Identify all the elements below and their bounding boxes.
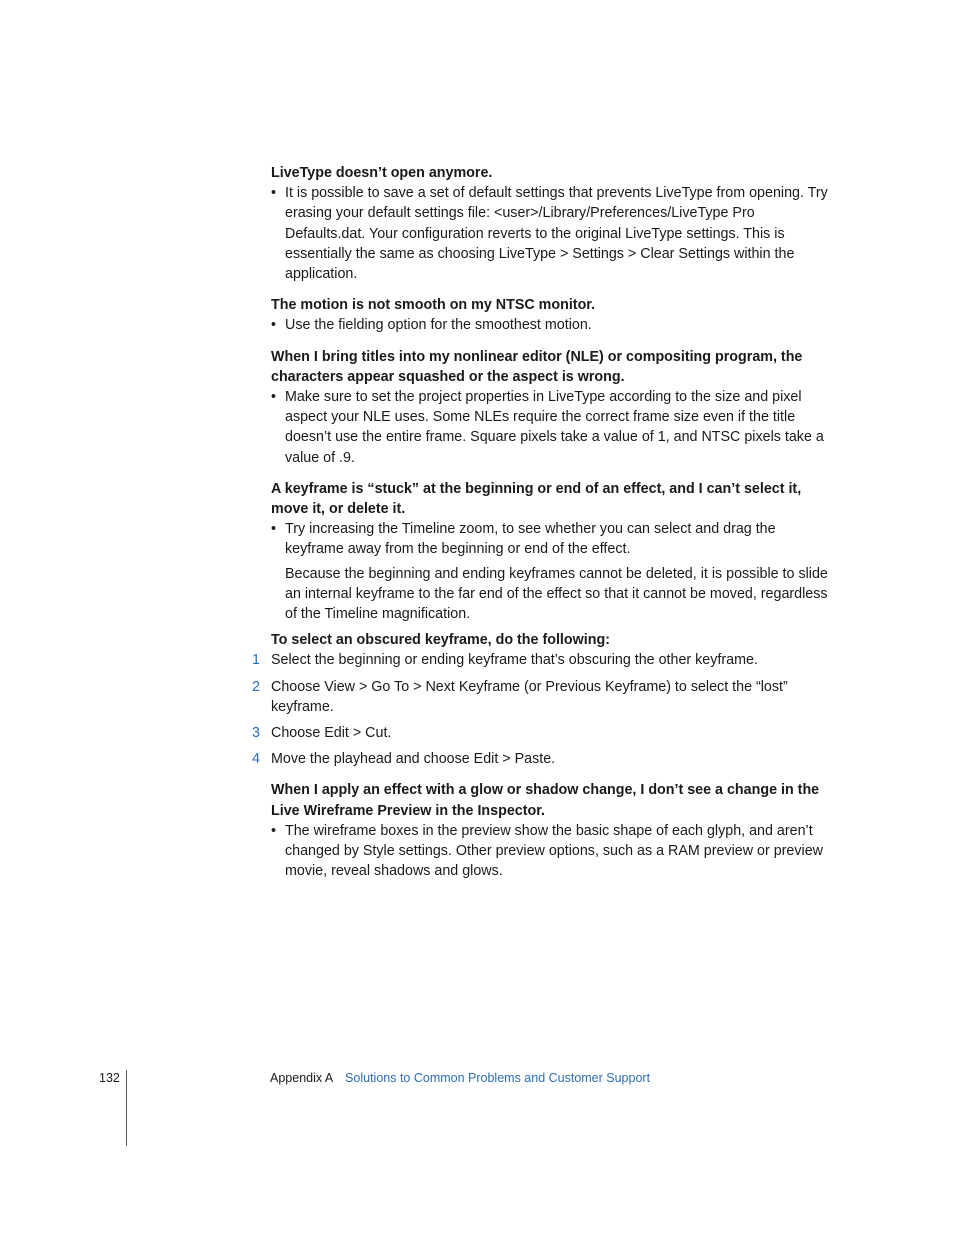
section-characters-squashed	[271, 347, 831, 468]
numbered-steps	[252, 650, 831, 769]
step-text: Choose View > Go To > Next Keyframe (or Previous Keyframe) to select the “lost” keyframe.	[271, 678, 788, 715]
section-keyframe-stuck	[252, 479, 831, 770]
step-number: 1	[252, 652, 260, 669]
section-glow-shadow	[271, 780, 831, 881]
bullet-item	[271, 183, 831, 284]
bullet-marker: •	[271, 389, 277, 406]
page-number: 132	[99, 1071, 120, 1085]
bullet-text: Make sure to set the project properties in LiveType according to the size and pixel aspect your NLE uses. Some NLEs require the correct frame size even if the title doesn’t use the entire frame. Square pixels take a value of 1, and NTSC pixels take a value of .9.	[285, 389, 824, 466]
bullet-item	[271, 519, 831, 559]
section-heading: The motion is not smooth on my NTSC monitor.	[271, 297, 596, 314]
step-item	[252, 723, 831, 743]
running-footer	[270, 1071, 650, 1085]
footer-chapter-link[interactable]: Solutions to Common Problems and Customer Support	[345, 1071, 651, 1085]
body-paragraph: Because the beginning and ending keyframes cannot be deleted, it is possible to slide an internal keyframe to the far end of the effect so that it cannot be moved, regardless of the Timeline magnification.	[285, 565, 828, 623]
step-number: 4	[252, 751, 260, 768]
step-text: Move the playhead and choose Edit > Paste.	[271, 751, 556, 768]
bullet-marker: •	[271, 185, 277, 202]
step-text: Choose Edit > Cut.	[271, 725, 392, 742]
step-number: 2	[252, 678, 260, 695]
bullet-item	[271, 315, 831, 335]
section-heading: LiveType doesn’t open anymore.	[271, 165, 493, 181]
section-heading: When I apply an effect with a glow or shadow change, I don’t see a change in the Live Wireframe Preview in the Inspector.	[271, 782, 820, 819]
section-motion-not-smooth	[271, 295, 831, 335]
footer-appendix-label: Appendix A	[270, 1071, 333, 1085]
step-item	[252, 749, 831, 769]
bullet-text: The wireframe boxes in the preview show the basic shape of each glyph, and aren’t changed by Style settings. Other preview options, such as a RAM preview or preview movie, reveal shadows and glows.	[285, 822, 823, 880]
bullet-text: Use the fielding option for the smoothest motion.	[285, 317, 592, 334]
bullet-text: Try increasing the Timeline zoom, to see whether you can select and drag the keyframe away from the beginning or end of the effect.	[285, 521, 776, 558]
step-item	[252, 677, 831, 717]
bullet-item	[271, 821, 831, 882]
bullet-marker: •	[271, 521, 277, 538]
bullet-item	[271, 387, 831, 468]
section-livetype-not-opening	[271, 163, 831, 284]
section-heading: When I bring titles into my nonlinear editor (NLE) or compositing program, the characters appear squashed or the aspect is wrong.	[271, 348, 803, 385]
bullet-marker: •	[271, 317, 277, 334]
footer-divider	[126, 1070, 127, 1146]
steps-intro: To select an obscured keyframe, do the following:	[271, 632, 610, 649]
step-number: 3	[252, 725, 260, 742]
section-heading: A keyframe is “stuck” at the beginning or end of an effect, and I can’t select it, move it, or delete it.	[271, 480, 802, 518]
bullet-text: It is possible to save a set of default settings that prevents LiveType from opening. Try erasing your default settings file: <user>/Library/Preferences/LiveType Pro Defaults.dat. Your configuration reverts to the original LiveType settings. This is essentially the same as choosing LiveType > Settings > Clear Settings within the application.	[285, 185, 828, 283]
bullet-marker: •	[271, 822, 277, 839]
page-content	[252, 163, 831, 893]
step-item	[252, 650, 831, 670]
step-text: Select the beginning or ending keyframe that’s obscuring the other keyframe.	[271, 652, 758, 669]
